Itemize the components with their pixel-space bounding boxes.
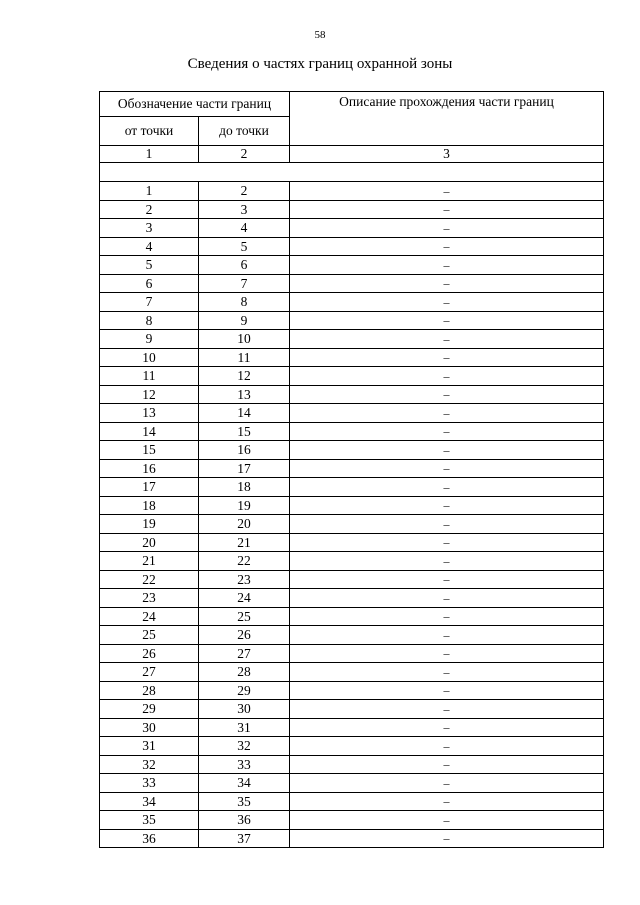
cell-to-point: 23	[199, 570, 290, 589]
table-row	[100, 182, 604, 201]
table-row	[100, 478, 604, 497]
document-title: Сведения о частях границ охранной зоны	[187, 56, 453, 72]
cell-from-point: 21	[100, 552, 199, 571]
table-row	[100, 570, 604, 589]
cell-description: –	[290, 533, 604, 552]
cell-to-point: 8	[199, 293, 290, 312]
cell-description: –	[290, 422, 604, 441]
column-number-3: 3	[290, 146, 604, 163]
cell-to-point: 28	[199, 663, 290, 682]
cell-description: –	[290, 385, 604, 404]
cell-from-point: 2	[100, 200, 199, 219]
cell-to-point: 25	[199, 607, 290, 626]
cell-description: –	[290, 515, 604, 534]
cell-to-point: 4	[199, 219, 290, 238]
column-number-1: 1	[100, 146, 199, 163]
table-row	[100, 737, 604, 756]
table-row	[100, 644, 604, 663]
cell-from-point: 25	[100, 626, 199, 645]
cell-description: –	[290, 774, 604, 793]
boundary-parts-table	[99, 91, 604, 848]
table-row	[100, 219, 604, 238]
cell-description: –	[290, 829, 604, 848]
cell-from-point: 23	[100, 589, 199, 608]
table-row	[100, 422, 604, 441]
cell-to-point: 22	[199, 552, 290, 571]
cell-to-point: 31	[199, 718, 290, 737]
cell-description: –	[290, 256, 604, 275]
cell-description: –	[290, 348, 604, 367]
cell-to-point: 19	[199, 496, 290, 515]
cell-to-point: 34	[199, 774, 290, 793]
cell-description: –	[290, 478, 604, 497]
cell-description: –	[290, 737, 604, 756]
cell-from-point: 8	[100, 311, 199, 330]
cell-from-point: 28	[100, 681, 199, 700]
cell-description: –	[290, 718, 604, 737]
cell-to-point: 3	[199, 200, 290, 219]
cell-description: –	[290, 663, 604, 682]
table-row	[100, 404, 604, 423]
cell-description: –	[290, 700, 604, 719]
cell-from-point: 15	[100, 441, 199, 460]
table-row	[100, 755, 604, 774]
cell-description: –	[290, 496, 604, 515]
table-row	[100, 681, 604, 700]
cell-description: –	[290, 792, 604, 811]
table-row	[100, 348, 604, 367]
cell-from-point: 9	[100, 330, 199, 349]
cell-from-point: 22	[100, 570, 199, 589]
cell-from-point: 30	[100, 718, 199, 737]
cell-from-point: 13	[100, 404, 199, 423]
cell-to-point: 2	[199, 182, 290, 201]
cell-to-point: 24	[199, 589, 290, 608]
cell-description: –	[290, 441, 604, 460]
header-boundary-description: Описание прохождения части границ	[290, 92, 604, 146]
cell-from-point: 7	[100, 293, 199, 312]
cell-from-point: 19	[100, 515, 199, 534]
empty-separator-cell	[100, 163, 604, 182]
cell-from-point: 26	[100, 644, 199, 663]
cell-from-point: 3	[100, 219, 199, 238]
table-row	[100, 200, 604, 219]
cell-to-point: 9	[199, 311, 290, 330]
table-row	[100, 533, 604, 552]
table-row	[100, 515, 604, 534]
cell-from-point: 17	[100, 478, 199, 497]
cell-from-point: 10	[100, 348, 199, 367]
table-row	[100, 774, 604, 793]
cell-to-point: 33	[199, 755, 290, 774]
cell-to-point: 7	[199, 274, 290, 293]
cell-from-point: 14	[100, 422, 199, 441]
cell-to-point: 15	[199, 422, 290, 441]
table-row	[100, 385, 604, 404]
cell-description: –	[290, 644, 604, 663]
cell-description: –	[290, 237, 604, 256]
cell-from-point: 16	[100, 459, 199, 478]
cell-to-point: 10	[199, 330, 290, 349]
cell-description: –	[290, 459, 604, 478]
table-row	[100, 237, 604, 256]
cell-from-point: 35	[100, 811, 199, 830]
cell-from-point: 24	[100, 607, 199, 626]
cell-to-point: 30	[199, 700, 290, 719]
cell-description: –	[290, 404, 604, 423]
cell-to-point: 27	[199, 644, 290, 663]
cell-to-point: 36	[199, 811, 290, 830]
cell-description: –	[290, 330, 604, 349]
table-row	[100, 589, 604, 608]
cell-to-point: 13	[199, 385, 290, 404]
table-row	[100, 811, 604, 830]
cell-to-point: 35	[199, 792, 290, 811]
table-row	[100, 459, 604, 478]
cell-to-point: 11	[199, 348, 290, 367]
table-row	[100, 829, 604, 848]
cell-from-point: 1	[100, 182, 199, 201]
header-to-point: до точки	[199, 117, 290, 146]
table-row	[100, 311, 604, 330]
cell-from-point: 4	[100, 237, 199, 256]
cell-description: –	[290, 274, 604, 293]
cell-to-point: 14	[199, 404, 290, 423]
table-row	[100, 256, 604, 275]
cell-description: –	[290, 367, 604, 386]
cell-from-point: 31	[100, 737, 199, 756]
cell-to-point: 21	[199, 533, 290, 552]
cell-from-point: 33	[100, 774, 199, 793]
cell-description: –	[290, 200, 604, 219]
cell-from-point: 20	[100, 533, 199, 552]
table-row	[100, 274, 604, 293]
table-row	[100, 792, 604, 811]
cell-to-point: 32	[199, 737, 290, 756]
cell-to-point: 6	[199, 256, 290, 275]
table-row	[100, 496, 604, 515]
cell-description: –	[290, 570, 604, 589]
cell-description: –	[290, 311, 604, 330]
cell-to-point: 37	[199, 829, 290, 848]
table-row	[100, 367, 604, 386]
cell-to-point: 26	[199, 626, 290, 645]
cell-description: –	[290, 811, 604, 830]
cell-to-point: 17	[199, 459, 290, 478]
cell-description: –	[290, 219, 604, 238]
table-row	[100, 441, 604, 460]
cell-from-point: 32	[100, 755, 199, 774]
cell-from-point: 5	[100, 256, 199, 275]
cell-description: –	[290, 293, 604, 312]
cell-description: –	[290, 607, 604, 626]
cell-to-point: 29	[199, 681, 290, 700]
table-row	[100, 718, 604, 737]
cell-from-point: 18	[100, 496, 199, 515]
cell-description: –	[290, 755, 604, 774]
table-row	[100, 330, 604, 349]
cell-description: –	[290, 681, 604, 700]
table-row	[100, 700, 604, 719]
cell-to-point: 16	[199, 441, 290, 460]
page-number: 58	[314, 29, 326, 41]
cell-from-point: 34	[100, 792, 199, 811]
cell-from-point: 27	[100, 663, 199, 682]
cell-from-point: 6	[100, 274, 199, 293]
cell-description: –	[290, 626, 604, 645]
cell-to-point: 18	[199, 478, 290, 497]
cell-from-point: 11	[100, 367, 199, 386]
cell-description: –	[290, 589, 604, 608]
cell-to-point: 20	[199, 515, 290, 534]
cell-description: –	[290, 552, 604, 571]
empty-separator-row	[100, 163, 604, 182]
table-row	[100, 663, 604, 682]
column-number-2: 2	[199, 146, 290, 163]
cell-from-point: 12	[100, 385, 199, 404]
table-row	[100, 607, 604, 626]
table-row	[100, 293, 604, 312]
cell-to-point: 12	[199, 367, 290, 386]
cell-from-point: 36	[100, 829, 199, 848]
table-row	[100, 552, 604, 571]
table-row	[100, 626, 604, 645]
cell-description: –	[290, 182, 604, 201]
cell-from-point: 29	[100, 700, 199, 719]
header-boundary-part-designation: Обозначение части границ	[100, 92, 290, 117]
cell-to-point: 5	[199, 237, 290, 256]
header-from-point: от точки	[100, 117, 199, 146]
